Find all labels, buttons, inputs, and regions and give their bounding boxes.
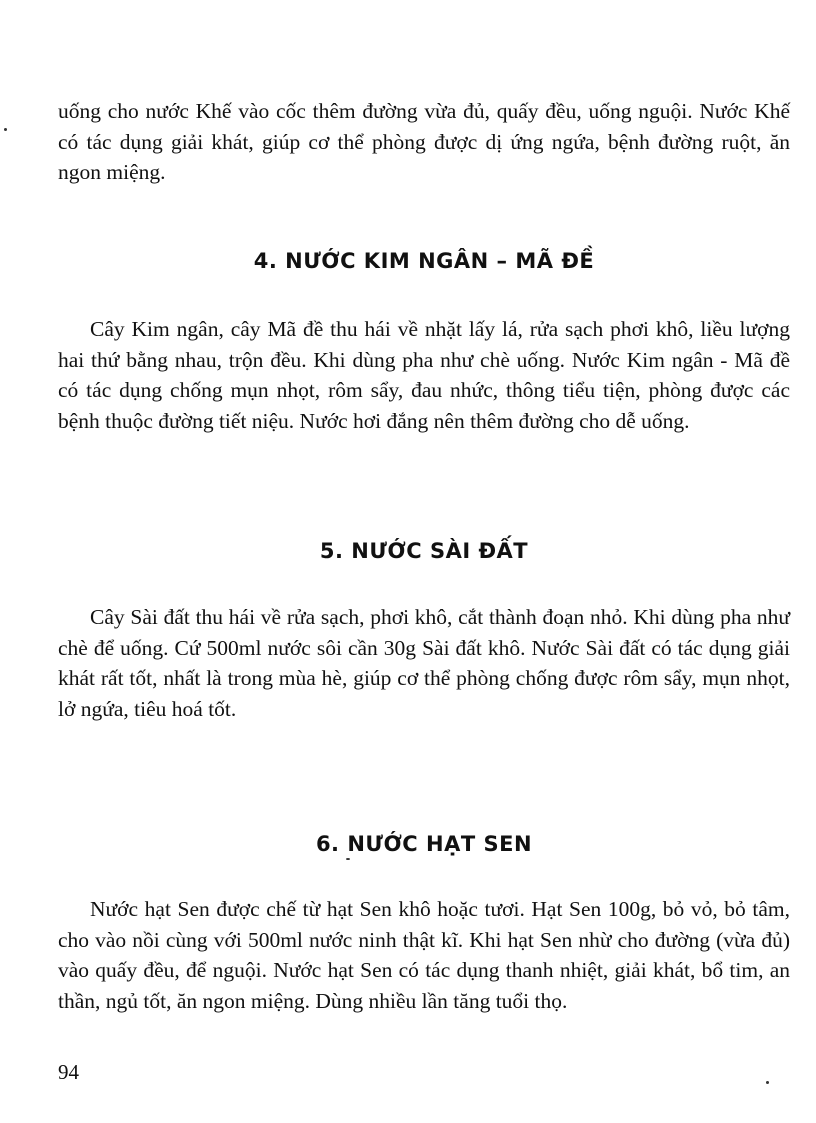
intro-paragraph: uống cho nước Khế vào cốc thêm đường vừa đủ, quấy đều, uống nguội. Nước Khế có tác dụng giải khát, giúp cơ thể phòng được dị ứng ngứa, bệnh đường ruột, ăn ngon miệng. [58, 99, 790, 184]
scan-speck [346, 858, 350, 860]
page-number: 94 [58, 1060, 79, 1084]
scan-speck [766, 1081, 769, 1084]
section-5-heading: 5. NƯỚC SÀI ĐẤT [319, 539, 529, 563]
section-4-paragraph: Cây Kim ngân, cây Mã đề thu hái về nhặt lấy lá, rửa sạch phơi khô, liều lượng hai thứ bằng nhau, trộn đều. Khi dùng pha như chè uống. Nước Kim ngân - Mã đề có tác dụng chống mụn nhọt, rôm sẩy, đau nhức, thông tiểu tiện, phòng được các bệnh thuộc đường tiết niệu. Nước hơi đắng nên thêm đường cho dễ uống. [58, 317, 790, 433]
scan-speck [4, 128, 7, 131]
section-6-heading: 6. NƯỚC HẠT SEN [315, 832, 533, 856]
section-4-heading: 4. NƯỚC KIM NGÂN – MÃ ĐỀ [253, 249, 595, 273]
section-6-paragraph: Nước hạt Sen được chế từ hạt Sen khô hoặc tươi. Hạt Sen 100g, bỏ vỏ, bỏ tâm, cho vào nồi cùng với 500ml nước ninh thật kĩ. Khi hạt Sen nhừ cho đường (vừa đủ) vào quấy đều, để nguội. Nước hạt Sen có tác dụng thanh nhiệt, giải khát, bổ tim, an thần, ngủ tốt, ăn ngon miệng. Dùng nhiều lần tăng tuổi thọ. [58, 897, 790, 1013]
section-5-paragraph: Cây Sài đất thu hái về rửa sạch, phơi khô, cắt thành đoạn nhỏ. Khi dùng pha như chè để uống. Cứ 500ml nước sôi cần 30g Sài đất khô. Nước Sài đất có tác dụng giải khát rất tốt, nhất là trong mùa hè, giúp cơ thể phòng chống được rôm sẩy, mụn nhọt, lở ngứa, tiêu hoá tốt. [58, 605, 790, 721]
